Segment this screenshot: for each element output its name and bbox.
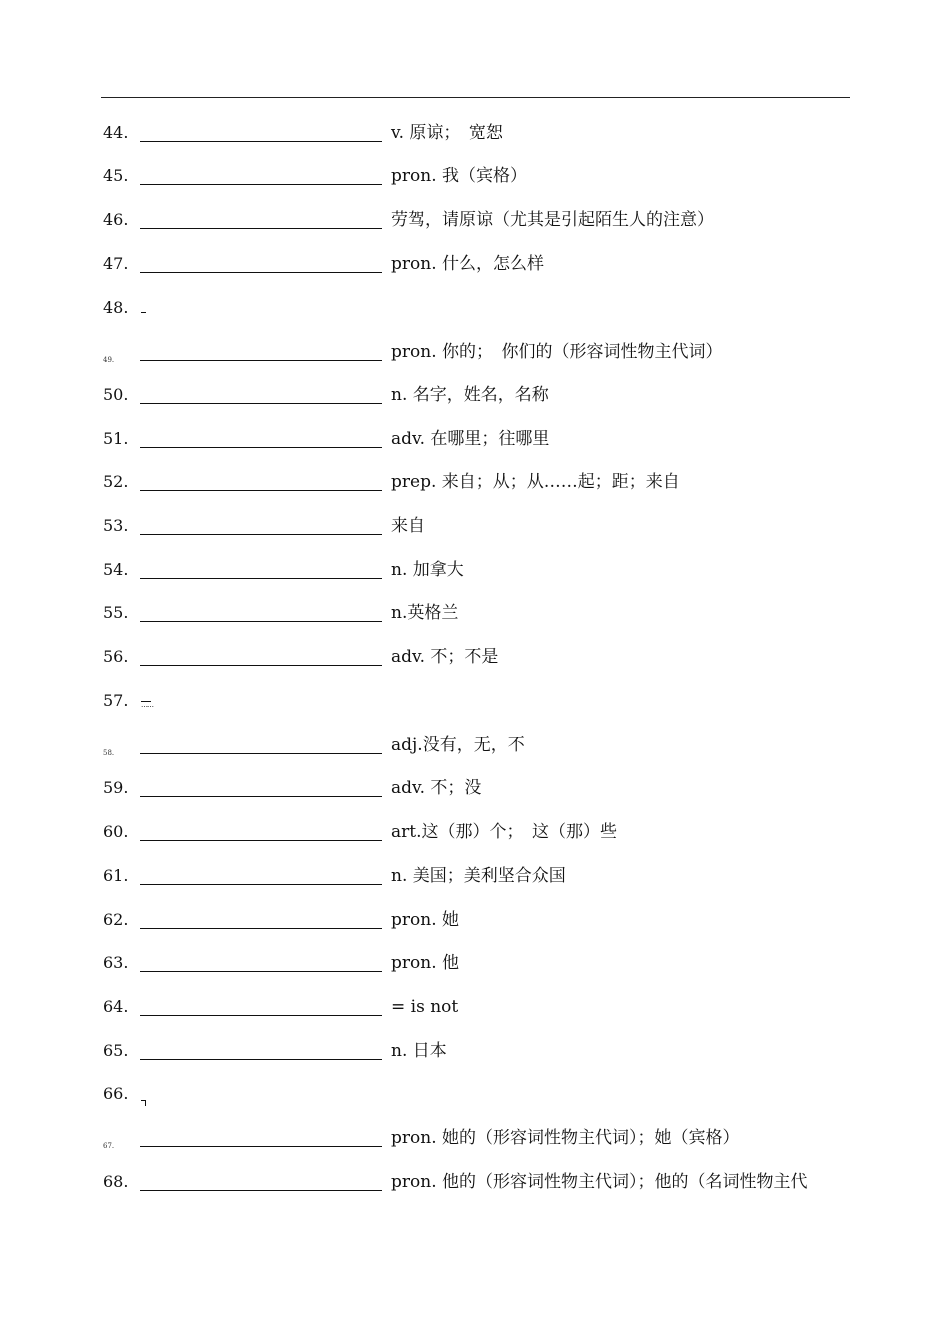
item-number: 46. xyxy=(103,210,129,229)
vocab-row xyxy=(0,1041,950,1071)
corner-mark xyxy=(141,1100,146,1106)
definition: pron. 什么，怎么样 xyxy=(391,254,544,274)
answer-blank[interactable] xyxy=(140,447,382,448)
definition: art.这（那）个； 这（那）些 xyxy=(391,822,617,842)
vocab-row xyxy=(0,123,950,153)
definition: pron. 她的（形容词性物主代词）；她（宾格） xyxy=(391,1128,740,1148)
item-number: 47. xyxy=(103,254,129,273)
vocab-row xyxy=(0,997,950,1027)
vocab-row xyxy=(0,953,950,983)
definition: pron. 他的（形容词性物主代词）；他的（名词性物主代 xyxy=(391,1172,808,1192)
answer-blank[interactable] xyxy=(140,840,382,841)
answer-blank[interactable] xyxy=(140,1059,382,1060)
item-number: 49. xyxy=(103,356,115,364)
vocab-row xyxy=(0,1172,950,1202)
definition: adj.没有，无，不 xyxy=(391,735,525,755)
top-rule xyxy=(101,97,850,98)
item-number: 53. xyxy=(103,516,129,535)
item-number: 64. xyxy=(103,997,129,1016)
answer-blank[interactable] xyxy=(140,272,382,273)
vocab-row-collapsed xyxy=(0,691,950,721)
answer-blank[interactable] xyxy=(140,1146,382,1147)
vocab-row-collapsed xyxy=(0,1084,950,1114)
answer-blank[interactable] xyxy=(140,184,382,185)
answer-blank[interactable] xyxy=(140,665,382,666)
item-number: 44. xyxy=(103,123,129,142)
vocab-row xyxy=(0,822,950,852)
vocab-row xyxy=(0,910,950,940)
item-number: 45. xyxy=(103,166,129,185)
item-number: 63. xyxy=(103,953,129,972)
definition: n. 日本 xyxy=(391,1041,447,1061)
definition: prep. 来自；从；从……起；距；来自 xyxy=(391,472,680,492)
item-number: 61. xyxy=(103,866,129,885)
answer-blank[interactable] xyxy=(140,971,382,972)
item-number: 48. xyxy=(103,298,129,317)
vocab-row xyxy=(0,385,950,415)
answer-blank[interactable] xyxy=(140,141,382,142)
item-number: 51. xyxy=(103,429,129,448)
definition: pron. 你的； 你们的（形容词性物主代词） xyxy=(391,342,723,362)
answer-blank[interactable] xyxy=(140,884,382,885)
definition: adv. 不；没 xyxy=(391,778,482,798)
item-number: 52. xyxy=(103,472,129,491)
vocab-row xyxy=(0,516,950,546)
answer-blank[interactable] xyxy=(140,621,382,622)
vocab-row xyxy=(0,472,950,502)
vocab-row xyxy=(0,210,950,240)
definition: n. 名字，姓名，名称 xyxy=(391,385,549,405)
vocab-row xyxy=(0,342,950,372)
definition: pron. 他 xyxy=(391,953,459,973)
item-number: 57. xyxy=(103,691,129,710)
definition: 来自 xyxy=(391,516,425,536)
definition: adv. 不；不是 xyxy=(391,647,499,667)
short-blank-mark xyxy=(141,312,146,313)
vocab-row xyxy=(0,1128,950,1158)
vocab-row xyxy=(0,647,950,677)
vocab-row xyxy=(0,166,950,196)
answer-blank[interactable] xyxy=(140,1190,382,1191)
answer-blank[interactable] xyxy=(140,228,382,229)
item-number: 55. xyxy=(103,603,129,622)
answer-blank[interactable] xyxy=(140,360,382,361)
answer-blank[interactable] xyxy=(140,578,382,579)
item-number: 58. xyxy=(103,749,115,757)
answer-blank[interactable] xyxy=(140,1015,382,1016)
item-number: 66. xyxy=(103,1084,129,1103)
item-number: 50. xyxy=(103,385,129,404)
item-number: 62. xyxy=(103,910,129,929)
item-number: 65. xyxy=(103,1041,129,1060)
answer-blank[interactable] xyxy=(140,403,382,404)
answer-blank[interactable] xyxy=(140,928,382,929)
definition: 劳驾，请原谅（尤其是引起陌生人的注意） xyxy=(391,210,714,230)
definition: n. 加拿大 xyxy=(391,560,464,580)
definition: = is not xyxy=(391,997,459,1017)
item-number: 54. xyxy=(103,560,129,579)
dots-mark: …… xyxy=(141,701,153,709)
vocab-row xyxy=(0,560,950,590)
item-number: 67. xyxy=(103,1142,115,1150)
vocab-row-collapsed xyxy=(0,298,950,328)
answer-blank[interactable] xyxy=(140,490,382,491)
vocab-row xyxy=(0,254,950,284)
item-number: 68. xyxy=(103,1172,129,1191)
vocab-row xyxy=(0,778,950,808)
answer-blank[interactable] xyxy=(140,796,382,797)
item-number: 56. xyxy=(103,647,129,666)
answer-blank[interactable] xyxy=(140,534,382,535)
vocab-row xyxy=(0,429,950,459)
vocab-row xyxy=(0,603,950,633)
definition: pron. 我（宾格） xyxy=(391,166,527,186)
item-number: 60. xyxy=(103,822,129,841)
item-number: 59. xyxy=(103,778,129,797)
definition: pron. 她 xyxy=(391,910,459,930)
definition: adv. 在哪里；往哪里 xyxy=(391,429,550,449)
vocab-row xyxy=(0,866,950,896)
definition: n. 美国；美利坚合众国 xyxy=(391,866,566,886)
vocab-row xyxy=(0,735,950,765)
definition: v. 原谅； 宽恕 xyxy=(391,123,503,143)
answer-blank[interactable] xyxy=(140,753,382,754)
definition: n.英格兰 xyxy=(391,603,459,623)
